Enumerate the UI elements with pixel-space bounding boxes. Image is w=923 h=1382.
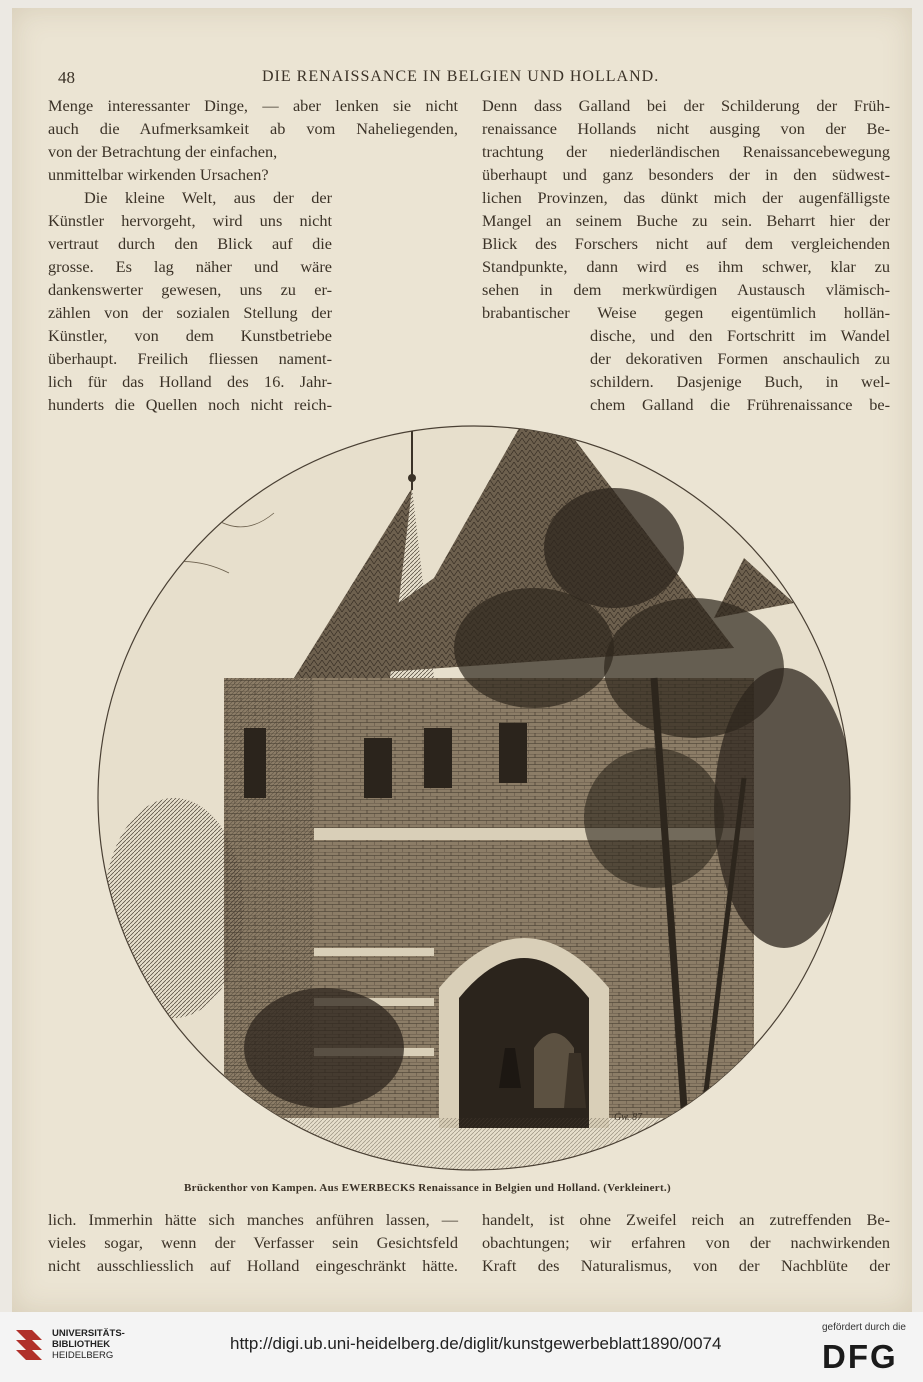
text-line: schildern. Dasjenige Buch, in wel-: [590, 372, 890, 391]
text-line: lich. Immerhin hätte sich manches anführen lassen, —: [48, 1210, 458, 1229]
gate-engraving-illustration: [94, 348, 864, 1178]
text-line: unmittelbar wirkenden Ursachen?: [48, 165, 269, 184]
page-number: 48: [58, 68, 75, 87]
library-name-line: HEIDELBERG: [52, 1350, 114, 1361]
text-line: Die kleine Welt, aus der der: [84, 188, 332, 207]
text-line: trachtung der niederländischen Renaissancebewegung: [482, 142, 890, 161]
text-line: lich für das Holland des 16. Jahr-: [48, 372, 332, 391]
text-line: überhaupt. Freilich fliessen nament-: [48, 349, 332, 368]
text-line: auch die Aufmerksamkeit ab vom Naheliegenden,: [48, 119, 458, 138]
text-line: Standpunkte, dann wird es ihm schwer, klar zu: [482, 257, 890, 276]
library-name-line: BIBLIOTHEK: [52, 1339, 111, 1350]
text-line: von der Betrachtung der einfachen,: [48, 142, 278, 161]
scanned-page: [12, 8, 912, 1312]
sponsor-label: gefördert durch die: [822, 1322, 906, 1333]
text-line: lichen Provinzen, das dünkt mich der augenfälligste: [482, 188, 890, 207]
text-line: obachtungen; wir erfahren von der nachwirkenden: [482, 1233, 890, 1252]
text-line: vertraut durch den Blick auf die: [48, 234, 332, 253]
text-line: nicht ausschliesslich auf Holland eingeschränkt hätte.: [48, 1256, 458, 1275]
text-line: dankenswerter gewesen, uns zu er-: [48, 280, 332, 299]
text-line: überhaupt und ganz besonders der in den südwest-: [482, 165, 890, 184]
text-line: Blick des Forschers nicht auf dem vergleichenden: [482, 234, 890, 253]
text-line: Kraft des Naturalismus, von der Nachblüte der: [482, 1256, 890, 1275]
text-line: der dekorativen Formen anschaulich zu: [590, 349, 890, 368]
library-name-line: UNIVERSITÄTS-: [52, 1328, 125, 1339]
library-name: [52, 1328, 125, 1361]
running-title: DIE RENAISSANCE IN BELGIEN UND HOLLAND.: [262, 68, 660, 85]
text-line: Künstler hervorgeht, wird uns nicht: [48, 211, 332, 230]
dfg-logo: DFG: [822, 1338, 898, 1375]
digitization-footer: [0, 1312, 923, 1382]
text-line: Künstler, von dem Kunstbetriebe: [48, 326, 332, 345]
figure-caption: Brückenthor von Kampen. Aus EWERBECKS Renaissance in Belgien und Holland. (Verkleinert.): [184, 1182, 671, 1194]
text-line: dische, und den Fortschritt im Wandel: [590, 326, 890, 345]
engraver-signature: Gw. 87: [614, 1112, 643, 1123]
text-line: Mangel an seinem Buche zu sein. Beharrt hier der: [482, 211, 890, 230]
text-line: handelt, ist ohne Zweifel reich an zutreffenden Be-: [482, 1210, 890, 1229]
text-line: Denn dass Galland bei der Schilderung der Früh-: [482, 96, 890, 115]
text-line: sehen in dem merkwürdigen Austausch vlämisch-: [482, 280, 890, 299]
text-line: brabantischer Weise gegen eigentümlich hollän-: [482, 303, 890, 322]
text-line: vieles sogar, wenn der Verfasser sein Gesichtsfeld: [48, 1233, 458, 1252]
tree-left: [104, 798, 244, 1018]
text-line: grosse. Es lag näher und wäre: [48, 257, 332, 276]
text-line: renaissance Hollands nicht ausging von der Be-: [482, 119, 890, 138]
text-line: chem Galland die Frührenaissance be-: [590, 395, 890, 414]
text-line: zählen von der sozialen Stellung der: [48, 303, 332, 322]
text-line: hunderts die Quellen noch nicht reich-: [48, 395, 332, 414]
permalink-url[interactable]: http://digi.ub.uni-heidelberg.de/diglit/kunstgewerbeblatt1890/0074: [230, 1334, 722, 1353]
text-line: Menge interessanter Dinge, — aber lenken sie nicht: [48, 96, 458, 115]
library-logo-icon: [12, 1326, 46, 1366]
